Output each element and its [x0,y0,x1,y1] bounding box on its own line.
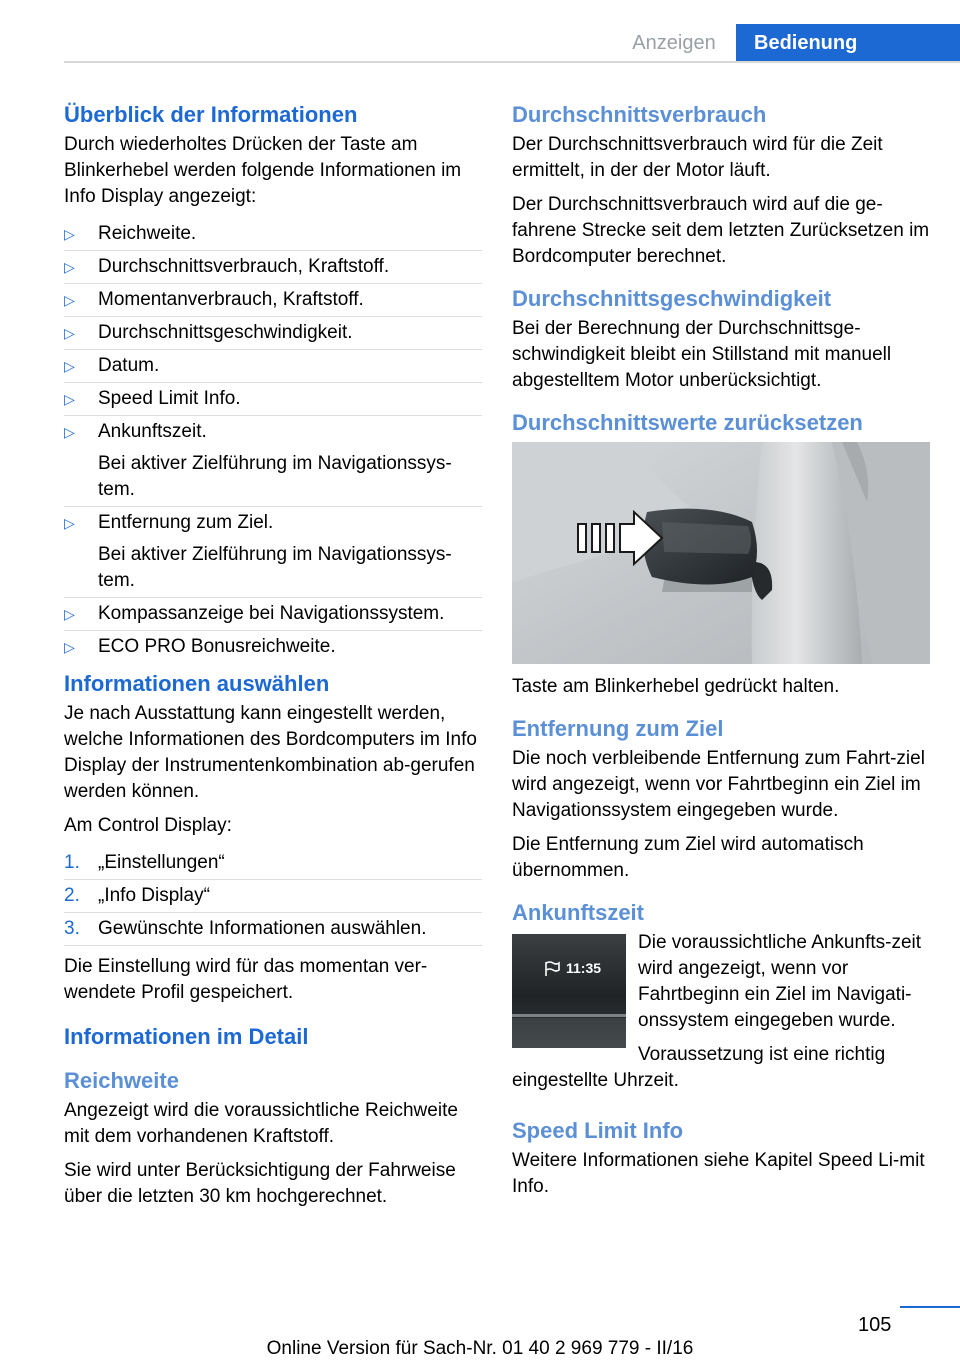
subheading-arrival-time: Ankunftszeit [512,900,644,925]
header-divider [64,61,960,63]
list-item: ▷ ECO PRO Bonusreichweite. [64,631,482,663]
paragraph: Sie wird unter Berücksichtigung der Fahrweise über die letzten 30 km hochgerechnet. [64,1160,456,1207]
subheading-distance-to-destination: Entfernung zum Ziel [512,716,724,741]
triangle-bullet-icon: ▷ [64,358,75,374]
triangle-bullet-icon: ▷ [64,391,75,407]
subheading-reset-averages: Durchschnittswerte zurücksetzen [512,410,863,435]
list-item: ▷ Speed Limit Info. [64,383,482,416]
step-item: 1. „Einstellungen“ [64,847,482,880]
triangle-bullet-icon: ▷ [64,424,75,440]
step-item: 3. Gewünschte Informationen auswählen. [64,913,482,946]
subheading-range: Reichweite [64,1068,179,1093]
subheading-speed-limit-info: Speed Limit Info [512,1118,684,1143]
paragraph: Voraussetzung ist eine richtig eingestellte Uhrzeit. [512,1044,886,1091]
triangle-bullet-icon: ▷ [64,292,75,308]
subheading-avg-speed: Durchschnittsgeschwindigkeit [512,286,832,311]
arrival-time-block [512,930,930,1102]
left-column [64,100,482,1218]
right-column [512,100,930,1208]
paragraph: Die noch verbleibende Entfernung zum Fahrt‐ziel wird angezeigt, wenn vor Fahrtbeginn ein Ziel im Navigationssystem eingegeben wurde. [512,748,925,821]
turn-signal-lever-illustration [512,442,930,664]
paragraph: Die voraussichtliche Ankunfts‐zeit wird angezeigt, wenn vor Fahrtbeginn ein Ziel im Navigati‐onssystem eingegeben wurde. [638,932,922,1031]
step-list [64,847,482,946]
list-item: ▷ Kompassanzeige bei Navigationssystem. [64,598,482,631]
list-item: ▷ Durchschnittsgeschwindigkeit. [64,317,482,350]
list-item: ▷ Entfernung zum Ziel. Bei aktiver Zielführung im Navigationssys‐tem. [64,507,482,598]
list-item: ▷ Reichweite. [64,218,482,251]
paragraph: Weitere Informationen siehe Kapitel Speed Li‐mit Info. [512,1150,925,1197]
list-item: ▷ Datum. [64,350,482,383]
paragraph: Die Entfernung zum Ziel wird automatisch übernommen. [512,834,864,881]
list-item: ▷ Ankunftszeit. Bei aktiver Zielführung im Navigationssys‐tem. [64,416,482,507]
triangle-bullet-icon: ▷ [64,259,75,275]
info-bullet-list [64,218,482,663]
heading-details: Informationen im Detail [64,1024,309,1049]
paragraph: Durch wiederholtes Drücken der Taste am Blinkerhebel werden folgende Informationen im Info Display angezeigt: [64,134,462,207]
heading-overview: Überblick der Informationen [64,102,358,127]
figure-caption: Taste am Blinkerhebel gedrückt halten. [512,676,840,697]
paragraph: Der Durchschnittsverbrauch wird auf die ge‐fahrene Strecke seit dem letzten Zurücksetzen im Bordcomputer berechnet. [512,194,930,267]
step-item: 2. „Info Display“ [64,880,482,913]
triangle-bullet-icon: ▷ [64,325,75,341]
list-item-note: Bei aktiver Zielführung im Navigationssys‐tem. [98,544,452,591]
triangle-bullet-icon: ▷ [64,606,75,622]
paragraph: Angezeigt wird die voraussichtliche Reichweite mit dem vorhandenen Kraftstoff. [64,1100,458,1147]
subheading-avg-consumption: Durchschnittsverbrauch [512,102,767,127]
paragraph: Der Durchschnittsverbrauch wird für die Zeit ermittelt, in der der Motor läuft. [512,134,883,181]
paragraph: Bei der Berechnung der Durchschnittsge‐schwindigkeit bleibt ein Stillstand mit manuell abgestelltem Motor unberücksichtigt. [512,318,892,391]
list-item: ▷ Momentanverbrauch, Kraftstoff. [64,284,482,317]
tab-bedienung[interactable]: Bedienung [736,24,960,62]
list-item-note: Bei aktiver Zielführung im Navigationssys‐tem. [98,453,452,500]
triangle-bullet-icon: ▷ [64,515,75,531]
heading-select-info: Informationen auswählen [64,671,330,696]
triangle-bullet-icon: ▷ [64,226,75,242]
paragraph: Am Control Display: [64,815,232,836]
tab-anzeigen[interactable]: Anzeigen [632,32,716,54]
paragraph: Die Einstellung wird für das momentan ver‐wendete Profil gespeichert. [64,956,428,1003]
arrival-clock-text: 11:35 [566,960,602,976]
footer-accent-line [900,1306,960,1308]
page-number: 105 [858,1314,892,1336]
list-item: ▷ Durchschnittsverbrauch, Kraftstoff. [64,251,482,284]
footer-text: Online Version für Sach-Nr. 01 40 2 969 779 - II/16 [266,1338,694,1359]
arrival-time-display-image [512,934,626,1048]
triangle-bullet-icon: ▷ [64,639,75,655]
paragraph: Je nach Ausstattung kann eingestellt werden, welche Informationen des Bordcomputers im Info Display der Instrumentenkombination ab‐gerufen werden können. [64,703,477,802]
